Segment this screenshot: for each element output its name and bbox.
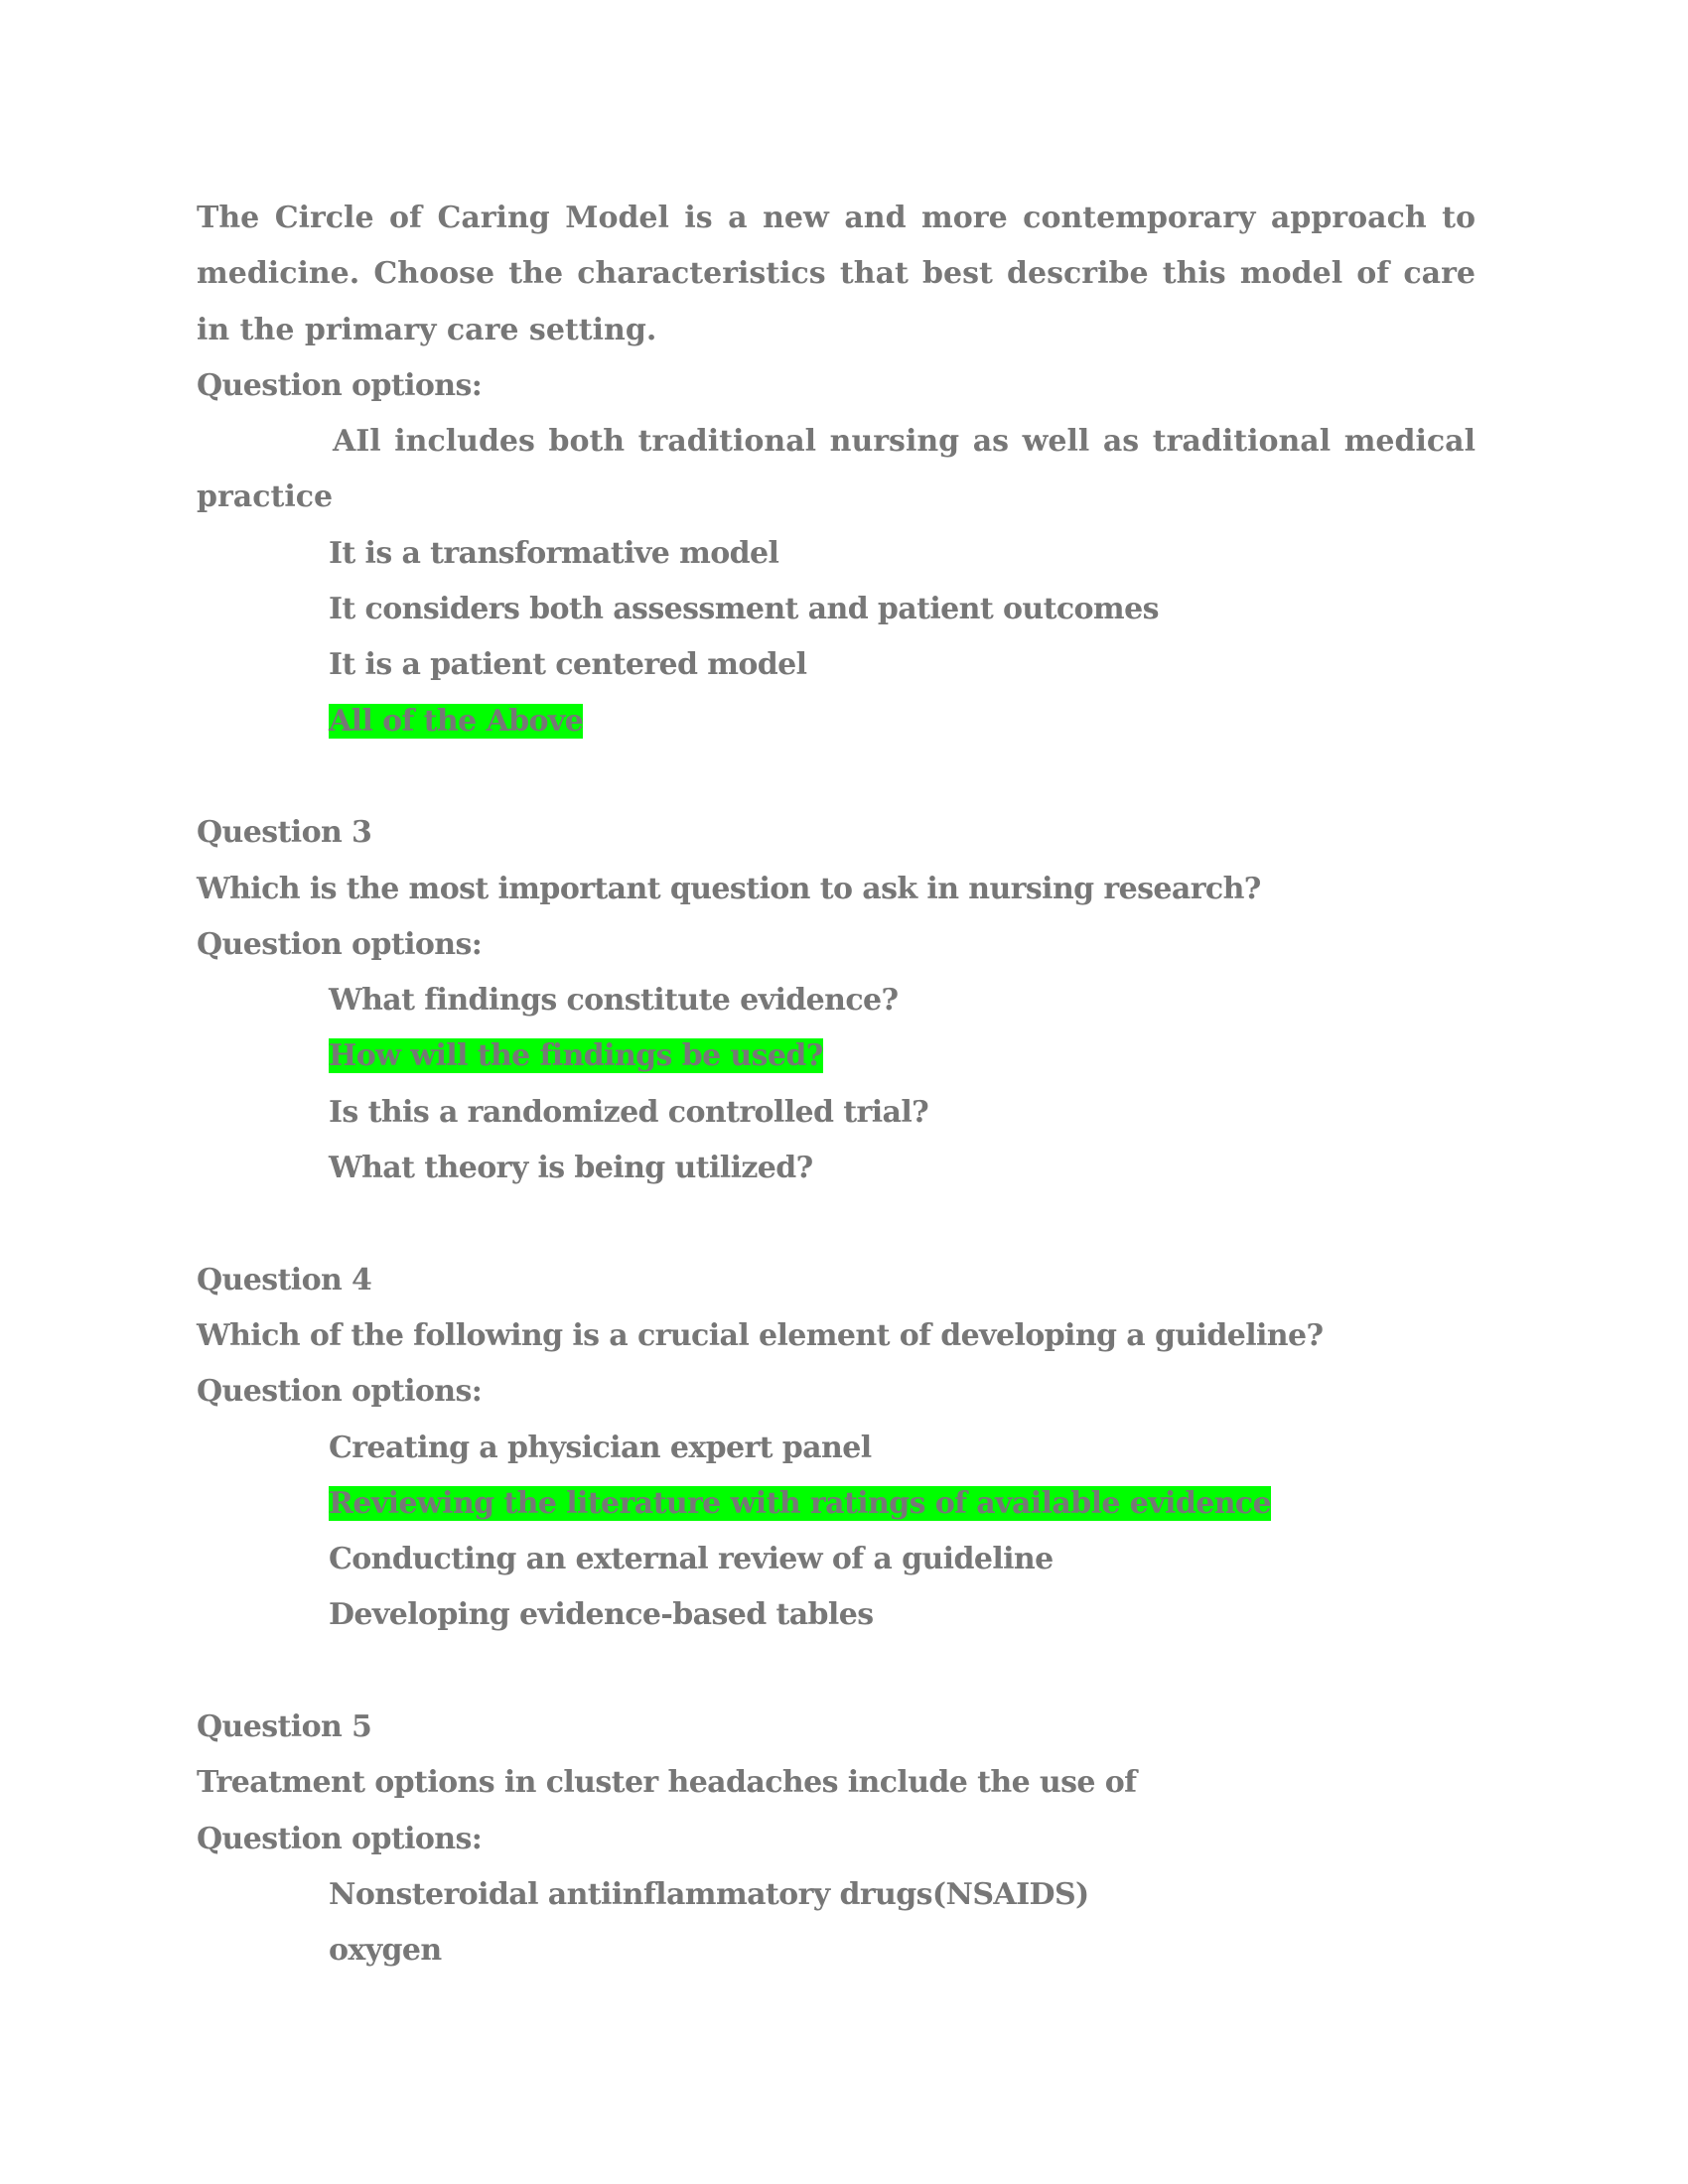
document-page [197, 191, 1476, 1979]
option-2: oxygen [329, 1933, 442, 1969]
option-2-correct [197, 1476, 1476, 1532]
answer-highlight: All of the Above [329, 703, 584, 739]
question-number: Question 5 [197, 1709, 372, 1745]
option-4: Developing evidence-based tables [329, 1597, 874, 1633]
spacer [197, 750, 1476, 805]
question-prompt: Which of the following is a crucial element of developing a guideline? [197, 1317, 1324, 1353]
question-prompt: The Circle of Caring Model is a new and more contemporary approach to medicine. Choose the characteristics that best describe this model of care in the primary care setting. [197, 201, 1476, 347]
question-options-label: Question options: [197, 367, 483, 403]
option-3: Is this a randomized controlled trial? [329, 1094, 929, 1130]
spacer [197, 1644, 1476, 1700]
option-3: Conducting an external review of a guideline [329, 1542, 1054, 1577]
option-1: Creating a physician expert panel [329, 1430, 872, 1465]
question-prompt: Treatment options in cluster headaches include the use of [197, 1765, 1137, 1801]
option-3: It considers both assessment and patient outcomes [329, 592, 1159, 627]
question-2 [197, 191, 1476, 750]
question-prompt: Which is the most important question to ask in nursing research? [197, 871, 1261, 906]
question-4 [197, 1253, 1476, 1644]
answer-highlight: How will the findings be used? [329, 1038, 823, 1074]
question-number: Question 3 [197, 815, 372, 851]
question-5 [197, 1700, 1476, 1979]
option-4: What theory is being utilized? [329, 1151, 813, 1186]
option-1: What findings constitute evidence? [329, 983, 899, 1019]
question-options-label: Question options: [197, 1374, 483, 1410]
question-number: Question 4 [197, 1262, 372, 1297]
question-options-label: Question options: [197, 926, 483, 962]
question-3 [197, 805, 1476, 1196]
spacer [197, 1196, 1476, 1252]
answer-highlight: Reviewing the literature with ratings of available evidence [329, 1485, 1272, 1521]
option-5-correct [197, 694, 1476, 750]
question-options-label: Question options: [197, 1821, 483, 1856]
option-1: Nonsteroidal antiinflammatory drugs(NSAIDS) [329, 1876, 1089, 1912]
option-4: It is a patient centered model [329, 647, 807, 683]
option-2: It is a transformative model [329, 535, 779, 571]
option-1: AIl includes both traditional nursing as well as traditional medical practice [197, 424, 1476, 515]
option-2-correct [197, 1028, 1476, 1084]
